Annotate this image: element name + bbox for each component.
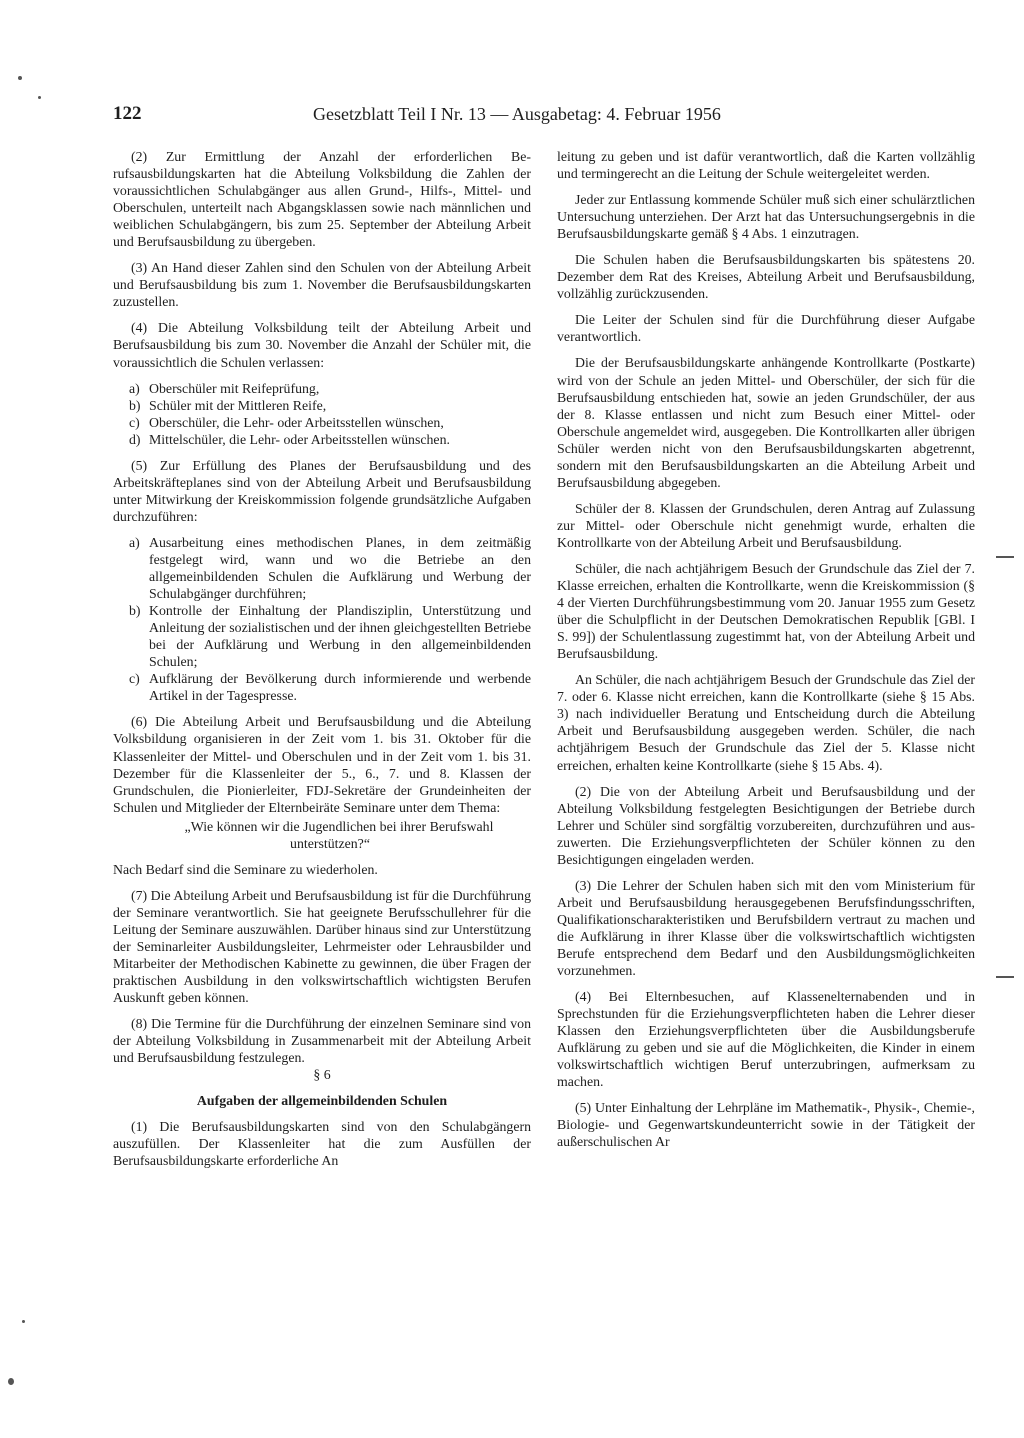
paragraph-5-7: (7) Die Abteilung Arbeit und Berufsausbildung ist für die Durchführung der Seminare verantwortlich. Sie hat geeignete Berufsschullehrer für die Leitung der Seminare auszuwählen. Darüber hinaus sind zur Unterstützung der Seminarleiter Ausbildungsleiter, Lehrmeister oder Lehrausbilder und Mitarbeiter der Methodischen Kabinette zu gewinnen, die über Fragen der praktischen Ausbildung in den volkswirtschaftlich wichtigsten Berufen Auskunft geben können. — [113, 887, 531, 1006]
paragraph-5-2: (2) Zur Ermittlung der Anzahl der erforderlichen Berufsausbildungskarten hat die Abteilung Volksbildung die Zahlen der voraussichtlichen Schulabgänger aus allen Grund-, Hilfs-, Mittel- und Oberschulen, unterteilt nach Abgangsklassen sowie nach männlichen und weiblichen Schulabgängern, bis zum 25. September der Abteilung Arbeit und Berufsausbildung zu übergeben. — [113, 149, 531, 250]
scan-speck — [22, 1320, 25, 1323]
paragraph-6-1-continued: leitung zu geben und ist dafür verantwortlich, daß die Karten vollzählig und termingerecht an die Leitung der Schule weitergeleitet werden. — [557, 149, 975, 182]
list-item-text: Ausarbeitung eines methodischen Planes, in dem zeitmäßig festgelegt wird, wann und wo die Betriebe an den allgemeinbildenden Schulen die Aufklärung und Werbung der Schulabgänger durchführen; — [149, 534, 531, 602]
scan-mark — [996, 556, 1014, 558]
list-item-label: b) — [129, 397, 141, 413]
list-item-text: Kontrolle der Einhaltung der Plandisziplin, Unterstützung und Anleitung der sozialistischen und der ihnen gleichgestellten Betriebe bei der Aufklärung und Werbung in den allgemeinbildenden Schulen; — [149, 603, 531, 670]
list-item-text: Oberschüler, die Lehr- oder Arbeitsstellen wünschen, — [149, 414, 444, 430]
list-item-text: Mittelschüler, die Lehr- oder Arbeitsstellen wünschen. — [149, 431, 450, 447]
paragraph-class-7: Schüler, die nach achtjährigem Besuch der Grundschule das Ziel der 7. Klasse erreichen, erhalten die Kontrollkarte, wenn die Kreiskommission (§ 4 der Vierten Durchführungsbestimmung vom 20. Januar 1955 zum Gesetz über die Schulpflicht in der Deutschen Demokratischen Republik [GBl. I S. 99]) der Schulentlassung zugestimmt hat, von der Abteilung Arbeit und Berufsausbildung. — [557, 560, 975, 662]
paragraph-responsibility: Die Leiter der Schulen sind für die Durchführung dieser Aufgabe verantwortlich. — [557, 312, 975, 345]
paragraph-5-8: (8) Die Termine für die Durchführung der einzelnen Seminare sind von der Abteilung Volksbildung in Zusammenarbeit mit der Abteilung Arbeit und Berufsausbildung festzulegen. — [113, 1016, 531, 1066]
page-number: 122 — [113, 103, 142, 124]
list-item-label: b) — [129, 603, 141, 619]
list-item — [113, 380, 531, 397]
seminar-theme-quote: „Wie können wir die Jugendlichen bei ihrer Berufswahl unterstützen?“ — [184, 818, 494, 851]
scan-speck — [38, 96, 41, 99]
page-header — [113, 100, 788, 128]
list-item — [113, 431, 531, 448]
list-item-text: Oberschüler mit Reifeprüfung, — [149, 380, 320, 396]
list-item-label: a) — [129, 534, 140, 550]
list-item-label: d) — [129, 431, 141, 447]
list-item — [113, 397, 531, 414]
right-column — [557, 148, 975, 1159]
section-title: Aufgaben der allgemeinbildenden Schulen — [196, 1093, 448, 1109]
paragraph-6-1: (1) Die Berufsausbildungskarten sind von den Schulabgängern auszufüllen. Der Klassenleiter hat die zum Ausfüllen der Berufsausbildungskarte erforderliche An — [113, 1119, 531, 1169]
section-number: § 6 — [313, 1067, 331, 1083]
paragraph-5-3: (3) An Hand dieser Zahlen sind den Schulen von der Abteilung Arbeit und Berufsausbildung bis zum 1. November die Berufsausbildungskarten zuzustellen. — [113, 260, 531, 310]
paragraph-5-5: (5) Zur Erfüllung des Planes der Berufsausbildung und des Arbeitskräfteplanes sind von der Abteilung Arbeit und Berufsausbildung unter Mitwirkung der Kreiskommission folgende grundsätzliche Aufgaben durchzuführen: — [113, 457, 531, 524]
paragraph-6-2: (2) Die von der Abteilung Arbeit und Berufsausbildung und der Abteilung Volksbildung festgelegten Besichtigungen der Betriebe durch Lehrer und Schüler sind sorgfältig vorzubereiten, durchzuführen und auszuwerten. Die Erziehungsverpflichteten der Schüler können zu den Besichtigungen eingeladen werden. — [557, 783, 975, 867]
list-5-4 — [113, 380, 531, 448]
paragraph-5-6-note: Nach Bedarf sind die Seminare zu wiederholen. — [113, 861, 378, 877]
list-item — [113, 414, 531, 431]
list-item-label: c) — [129, 414, 140, 430]
list-item-label: c) — [129, 671, 140, 687]
scan-speck — [18, 76, 22, 80]
paragraph-6-5: (5) Unter Einhaltung der Lehrpläne im Mathematik-, Physik-, Chemie-, Biologie- und Gegenwartskundeunterricht sowie in der Tätigkeit der außerschulischen Ar — [557, 1100, 975, 1150]
paragraph-class-6: An Schüler, die nach achtjährigem Besuch der Grundschule das Ziel der 7. oder 6. Klasse nicht erreichen, kann die Kontrollkarte (siehe § 15 Abs. 3) nach individueller Beratung und Entscheidung durch die Abteilung Arbeit und Berufsausbildung ausgegeben werden. Schüler, die nach achtjährigem Besuch der Grundschule das Ziel der 5. Klasse nicht erreichen, erhalten keine Kontrollkarte (siehe § 15 Abs. 4). — [557, 672, 975, 773]
left-column — [113, 148, 531, 1179]
paragraph-5-4: (4) Die Abteilung Volksbildung teilt der Abteilung Arbeit und Berufsausbildung bis zum 30. November die Anzahl der Schüler mit, die voraussichtlich die Schulen verlassen: — [113, 320, 531, 370]
list-item — [113, 602, 531, 670]
list-item-text: Schüler mit der Mittleren Reife, — [149, 397, 327, 413]
paragraph-return-cards: Die Schulen haben die Berufsausbildungskarten bis spätestens 20. Dezember dem Rat des Kreises, Abteilung Arbeit und Berufsausbildung, vollzählig zurückzusenden. — [557, 252, 975, 302]
list-item — [113, 534, 531, 602]
running-title: Gesetzblatt Teil I Nr. 13 — Ausgabetag: 4. Februar 1956 — [313, 104, 721, 124]
scan-speck — [8, 1378, 14, 1385]
paragraph-class-8: Schüler der 8. Klassen der Grundschulen, deren Antrag auf Zulassung zur Mittel- oder Oberschule nicht genehmigt wurde, erhalten die Kontrollkarte von der Abteilung Arbeit und Berufsausbildung. — [557, 500, 975, 550]
paragraph-5-6: (6) Die Abteilung Arbeit und Berufsausbildung und die Abteilung Volksbildung organisieren in der Zeit vom 1. bis 31. Oktober für die Klassenleiter der Mittel- und Oberschulen und in der Zeit vom 1. bis 31. Dezember für die Klassenleiter der 5., 6., 7. und 8. Klassen der Grundschulen, die Pionierleiter, FDJ-Sekretäre der Grundeinheiten der Schulen und Mitglieder der Elternbeiräte Seminare unter dem Thema: — [113, 714, 531, 815]
paragraph-6-4: (4) Bei Elternbesuchen, auf Klassenelternabenden und in Sprechstunden für die Erziehungsverpflichteten haben die Lehrer dieser Klassen den Erziehungsverpflichteten über die Ausbildungsberufe Aufklärung zu geben und sie auf die Möglichkeiten, die Kinder in einem volkswirtschaftlich wichtigen Beruf unterzubringen, aufmerksam zu machen. — [557, 989, 975, 1090]
paragraph-medical-exam: Jeder zur Entlassung kommende Schüler muß sich einer schulärztlichen Untersuchung unterziehen. Der Arzt hat das Untersuchungsergebnis in die Berufsausbildungskarte gemäß § 4 Abs. 1 einzutragen. — [557, 192, 975, 242]
list-item-text: Aufklärung der Bevölkerung durch informierende und werbende Artikel in der Tagespresse. — [149, 671, 531, 704]
list-item — [113, 670, 531, 704]
paragraph-6-3: (3) Die Lehrer der Schulen haben sich mit den vom Ministerium für Arbeit und Berufsausbildung herausgegebenen Berufsfindungsschriften, Qualifikationscharakteristiken und Berufsbildern vertraut zu machen und die Aufklärung in ihrer Klasse über die volkswirtschaftlich wichtigsten Berufe entsprechend dem Bedarf und den Ausbildungsmöglichkeiten vorzunehmen. — [557, 877, 975, 979]
scan-mark — [996, 976, 1014, 978]
paragraph-control-card: Die der Berufsausbildungskarte anhängende Kontrollkarte (Postkarte) wird von der Schule an jeden Mittel- und Oberschüler, der sich für die Berufsausbildung entschieden hat, sowie an jeden Grundschüler, der aus der 8. Klasse entlassen und nicht zum Besuch einer Mittel- oder Oberschule angemeldet wird, ausgegeben. Die Kontrollkarten aller übrigen Schüler werden nicht von den Berufsausbildungskarten abgetrennt, sondern mit den Berufsausbildungskarten an die Abteilung Arbeit und Berufsausbildung abgegeben. — [557, 355, 975, 490]
list-5-5 — [113, 534, 531, 704]
list-item-label: a) — [129, 380, 140, 396]
